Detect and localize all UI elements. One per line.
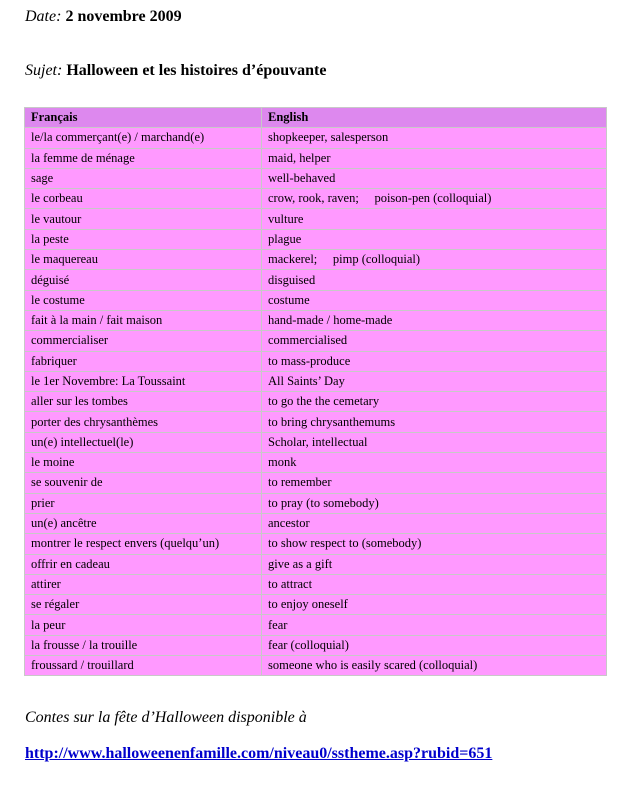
table-row	[25, 290, 607, 310]
cell-english: maid, helper	[262, 148, 607, 168]
table-row	[25, 473, 607, 493]
table-row	[25, 371, 607, 391]
table-row	[25, 250, 607, 270]
subject-colon: :	[57, 62, 63, 79]
subject-label: Sujet	[25, 62, 57, 79]
cell-french: le maquereau	[25, 250, 262, 270]
cell-french: le/la commerçant(e) / marchand(e)	[25, 128, 262, 148]
subject-line	[25, 62, 326, 80]
table-row	[25, 635, 607, 655]
cell-french: froussard / trouillard	[25, 656, 262, 676]
table-row	[25, 209, 607, 229]
cell-french: prier	[25, 493, 262, 513]
cell-french: fait à la main / fait maison	[25, 310, 262, 330]
cell-french: sage	[25, 168, 262, 188]
cell-english: to attract	[262, 574, 607, 594]
cell-french: un(e) intellectuel(le)	[25, 432, 262, 452]
cell-english: fear	[262, 615, 607, 635]
stories-text: Contes sur la fête d’Halloween disponible à	[25, 709, 307, 726]
cell-french: aller sur les tombes	[25, 392, 262, 412]
cell-english: disguised	[262, 270, 607, 290]
cell-french: montrer le respect envers (quelqu’un)	[25, 534, 262, 554]
subject-value: Halloween et les histoires d’épouvante	[66, 62, 327, 79]
table-row	[25, 453, 607, 473]
date-colon: :	[56, 8, 62, 25]
cell-french: déguisé	[25, 270, 262, 290]
cell-english: plague	[262, 229, 607, 249]
cell-french: se régaler	[25, 595, 262, 615]
cell-french: le moine	[25, 453, 262, 473]
cell-french: la peste	[25, 229, 262, 249]
header-french: Français	[25, 108, 262, 128]
cell-english: Scholar, intellectual	[262, 432, 607, 452]
cell-english: monk	[262, 453, 607, 473]
table-row	[25, 595, 607, 615]
cell-french: fabriquer	[25, 351, 262, 371]
cell-english: shopkeeper, salesperson	[262, 128, 607, 148]
header-english: English	[262, 108, 607, 128]
cell-french: la peur	[25, 615, 262, 635]
table-row	[25, 432, 607, 452]
cell-french: le vautour	[25, 209, 262, 229]
date-line	[25, 8, 182, 26]
date-value: 2 novembre 2009	[65, 8, 182, 25]
table-row	[25, 656, 607, 676]
table-body	[25, 128, 607, 676]
stories-link[interactable]: http://www.halloweenenfamille.com/niveau0/sstheme.asp?rubid=651	[25, 745, 493, 762]
cell-french: le corbeau	[25, 189, 262, 209]
cell-french: offrir en cadeau	[25, 554, 262, 574]
table-row	[25, 189, 607, 209]
table-row	[25, 310, 607, 330]
table-row	[25, 331, 607, 351]
cell-english: to pray (to somebody)	[262, 493, 607, 513]
table-row	[25, 534, 607, 554]
table-row	[25, 229, 607, 249]
cell-english: someone who is easily scared (colloquial)	[262, 656, 607, 676]
table-row	[25, 615, 607, 635]
table-row	[25, 554, 607, 574]
table-row	[25, 148, 607, 168]
cell-french: se souvenir de	[25, 473, 262, 493]
cell-english: fear (colloquial)	[262, 635, 607, 655]
cell-english: All Saints’ Day	[262, 371, 607, 391]
cell-english: to bring chrysanthemums	[262, 412, 607, 432]
table-row	[25, 392, 607, 412]
cell-english: to mass-produce	[262, 351, 607, 371]
cell-french: le 1er Novembre: La Toussaint	[25, 371, 262, 391]
cell-french: le costume	[25, 290, 262, 310]
table-row	[25, 128, 607, 148]
cell-french: la femme de ménage	[25, 148, 262, 168]
table-row	[25, 493, 607, 513]
cell-english: give as a gift	[262, 554, 607, 574]
cell-english: crow, rook, raven; poison-pen (colloquial)	[262, 189, 607, 209]
cell-english: hand-made / home-made	[262, 310, 607, 330]
cell-english: costume	[262, 290, 607, 310]
table-row	[25, 513, 607, 533]
cell-english: well-behaved	[262, 168, 607, 188]
cell-english: mackerel; pimp (colloquial)	[262, 250, 607, 270]
link-line	[25, 745, 492, 763]
cell-french: attirer	[25, 574, 262, 594]
cell-english: to enjoy oneself	[262, 595, 607, 615]
table-row	[25, 351, 607, 371]
cell-english: to show respect to (somebody)	[262, 534, 607, 554]
table-header-row	[25, 108, 607, 128]
cell-english: vulture	[262, 209, 607, 229]
cell-english: commercialised	[262, 331, 607, 351]
table-row	[25, 270, 607, 290]
vocabulary-table	[24, 107, 607, 676]
table-row	[25, 574, 607, 594]
cell-english: to remember	[262, 473, 607, 493]
cell-french: la frousse / la trouille	[25, 635, 262, 655]
cell-english: ancestor	[262, 513, 607, 533]
table-row	[25, 168, 607, 188]
table-row	[25, 412, 607, 432]
cell-french: commercialiser	[25, 331, 262, 351]
cell-french: un(e) ancêtre	[25, 513, 262, 533]
cell-french: porter des chrysanthèmes	[25, 412, 262, 432]
cell-english: to go the the cemetary	[262, 392, 607, 412]
date-label: Date	[25, 8, 57, 25]
